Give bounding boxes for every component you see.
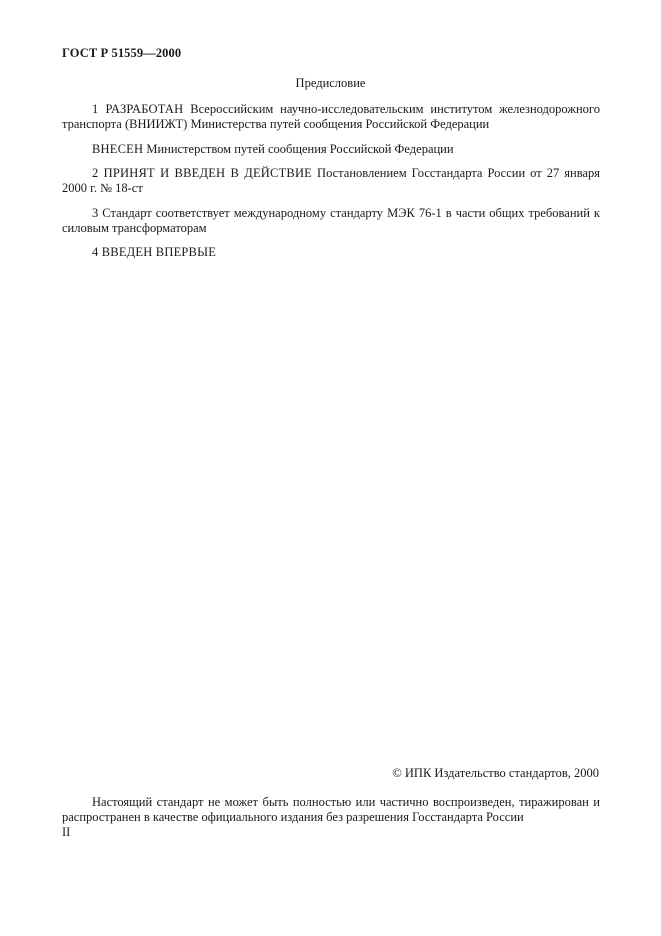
preface-item-1b — [62, 142, 600, 157]
page-number: II — [62, 825, 71, 839]
preface-title: Предисловие — [295, 76, 366, 90]
reproduction-notice: Настоящий стандарт не может быть полностью или частично воспроизведен, тиражирован и распространен в качестве официального издания без разрешения Госстандарта России — [62, 795, 600, 824]
preface-item-2-text: Постановлением Госстандарта России от 27 января 2000 г. № 18-ст — [62, 166, 601, 195]
standard-code: ГОСТ Р 51559—2000 — [62, 46, 182, 60]
preface-item-4 — [62, 245, 600, 260]
copyright-line: © ИПК Издательство стандартов, 2000 — [392, 766, 599, 780]
preface-item-4-caps: 4 ВВЕДЕН ВПЕРВЫЕ — [92, 245, 217, 259]
preface-item-1b-text: Министерством путей сообщения Российской Федерации — [143, 142, 454, 156]
preface-item-2 — [62, 166, 600, 196]
preface-item-1b-caps: ВНЕСЕН — [92, 142, 144, 156]
preface-item-1-caps: 1 РАЗРАБОТАН — [92, 102, 184, 116]
preface-item-1 — [62, 102, 600, 132]
preface-item-3 — [62, 206, 600, 236]
preface-item-2-caps: 2 ПРИНЯТ И ВВЕДЕН В ДЕЙСТВИЕ — [92, 166, 313, 180]
preface-item-3-text: 3 Стандарт соответствует международному стандарту МЭК 76-1 в части общих требований к силовым трансформаторам — [62, 206, 600, 235]
preface-item-1-text: Всероссийским научно-исследовательским институтом железнодорожного транспорта (ВНИИЖТ) Министерства путей сообщения Российской Федерации — [62, 102, 600, 131]
